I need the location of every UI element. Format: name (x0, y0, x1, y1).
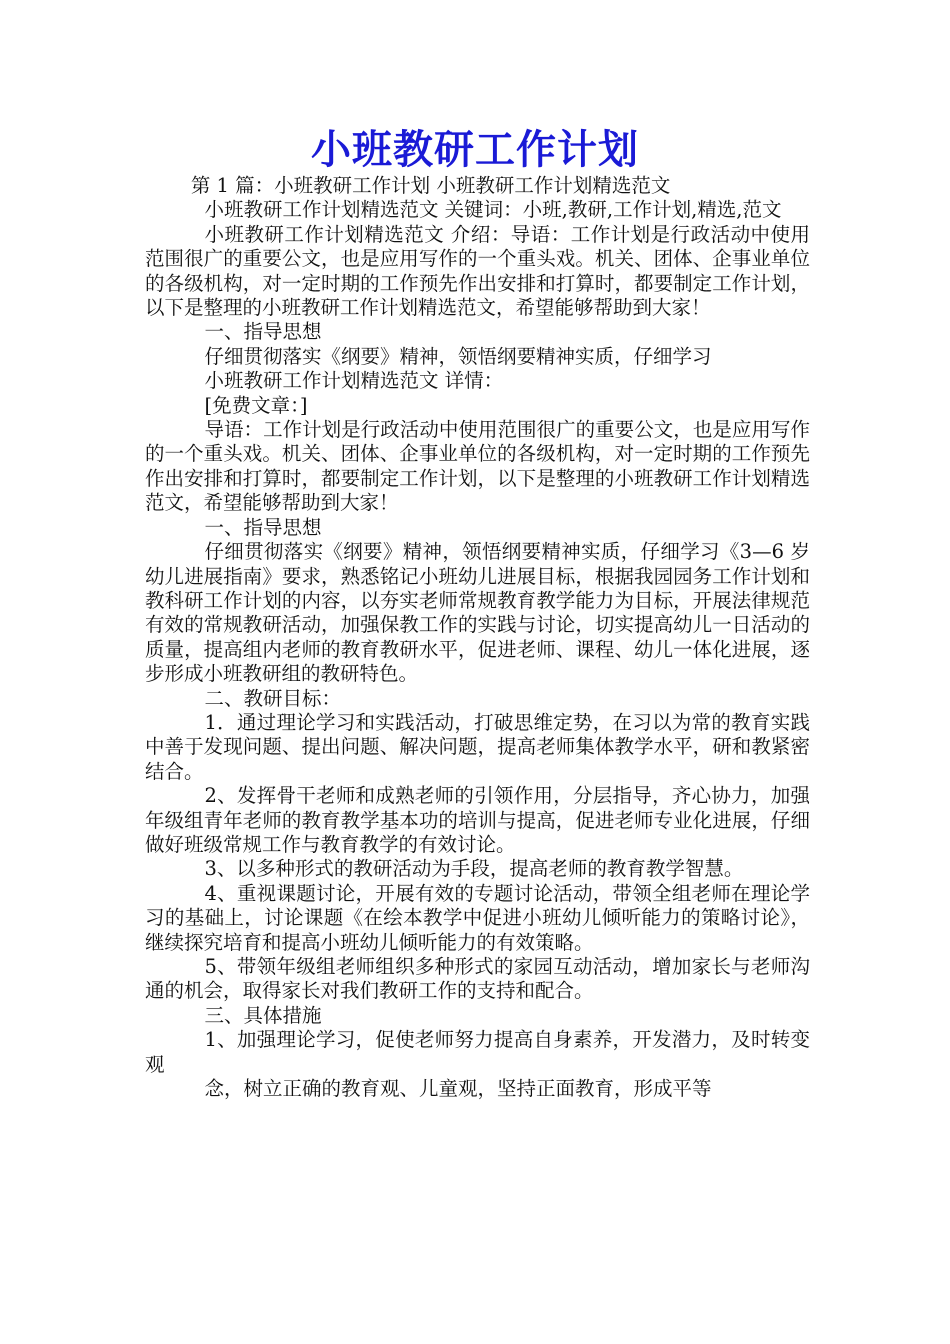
paragraph-goal-2: 2、发挥骨干老师和成熟老师的引领作用，分层指导，齐心协力，加强年级组青年老师的教育教学基本功的培训与提高，促进老师专业化进展，仔细做好班级常规工作与教育教学的有效讨论。 (145, 784, 810, 856)
paragraph-goal-4: 4、重视课题讨论，开展有效的专题讨论活动，带领全组老师在理论学习的基础上，讨论课题《在绘本教学中促进小班幼儿倾听能力的策略讨论》，继续探究培育和提高小班幼儿倾听能力的有效策略。 (145, 881, 810, 954)
paragraph-goal-1: 1．通过理论学习和实践活动，打破思维定势，在习以为常的教育实践中善于发现问题、提出问题、解决问题，提高老师集体教学水平，研和教紧密结合。 (145, 710, 810, 783)
heading-guiding-thought-1: 一、指导思想 (204, 320, 322, 344)
paragraph-guide-text: 导语：工作计划是行政活动中使用范围很广的重要公文，也是应用写作的一个重头戏。机关、团体、企事业单位的各级机构，对一定时期的工作预先作出安排和打算时，都要制定工作计划，以下是整理的小班教研工作计划精选范文，希望能够帮助到大家！ (145, 418, 810, 515)
paragraph-measure-1: 1、加强理论学习，促使老师努力提高自身素养，开发潜力，及时转变观 (145, 1028, 810, 1076)
paragraph-guiding-thought: 仔细贯彻落实《纲要》精神，领悟纲要精神实质，仔细学习《3—6 岁幼儿进展指南》要求，熟悉铭记小班幼儿进展目标，根据我园园务工作计划和教科研工作计划的内容，以夯实老师常规教育教学能力为目标，开展法律规范有效的常规教研活动，加强保教工作的实践与讨论，切实提高幼儿一日活动的质量，提高组内老师的教育教研水平，促进老师、课程、幼儿一体化进展，逐步形成小班教研组的教研特色。 (145, 540, 810, 686)
paragraph-details-label: 小班教研工作计划精选范文 详情： (204, 369, 504, 393)
paragraph-guiding-thought-excerpt: 仔细贯彻落实《纲要》精神，领悟纲要精神实质，仔细学习 (204, 344, 712, 368)
paragraph-free-article: [免费文章：] (204, 393, 308, 417)
document-title: 小班教研工作计划 (311, 126, 639, 173)
paragraph-goal-5: 5、带领年级组老师组织多种形式的家园互动活动，增加家长与老师沟通的机会，取得家长对我们教研工作的支持和配合。 (145, 955, 810, 1003)
document-body (145, 174, 810, 1101)
paragraph-introduction: 小班教研工作计划精选范文 介绍：导语：工作计划是行政活动中使用范围很广的重要公文，也是应用写作的一个重头戏。机关、团体、企事业单位的各级机构，对一定时期的工作预先作出安排和打算时，都要制定工作计划，以下是整理的小班教研工作计划精选范文，希望能够帮助到大家！ (145, 222, 810, 320)
heading-guiding-thought-2: 一、指导思想 (204, 515, 322, 539)
paragraph-source-heading: 第 1 篇：小班教研工作计划 小班教研工作计划精选范文 (190, 174, 671, 197)
paragraph-keywords: 小班教研工作计划精选范文 关键词：小班,教研,工作计划,精选,范文 (204, 198, 782, 222)
heading-specific-measures: 三、具体措施 (204, 1003, 322, 1027)
paragraph-measure-1-continued: 念，树立正确的教育观、儿童观，坚持正面教育，形成平等 (204, 1077, 712, 1101)
heading-research-goals: 二、教研目标： (204, 686, 341, 710)
paragraph-goal-3: 3、以多种形式的教研活动为手段，提高老师的教育教学智慧。 (204, 857, 744, 881)
